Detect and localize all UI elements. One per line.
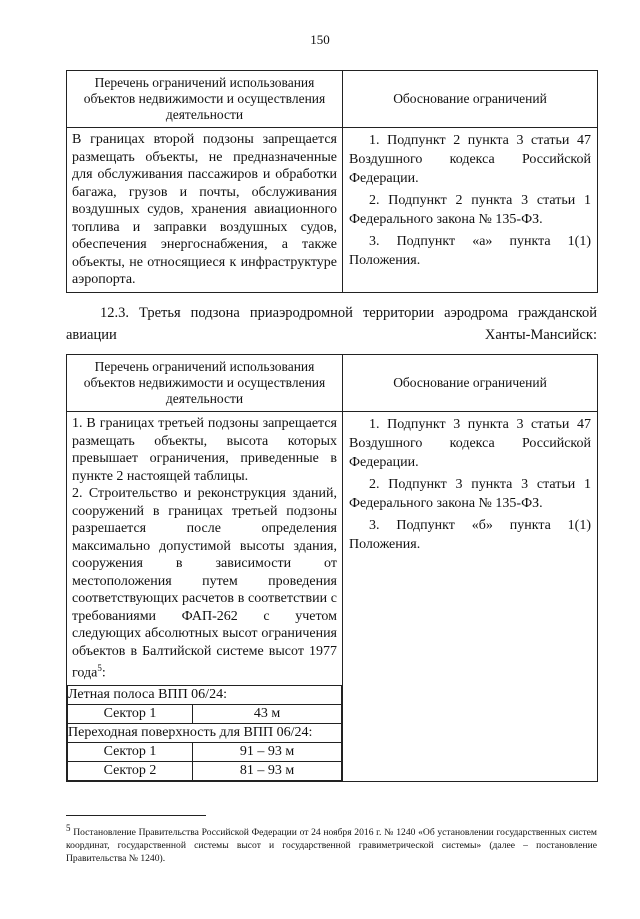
restrictions-table-subzone-2 [66,70,598,293]
table-row [68,762,342,781]
footnote [66,822,597,865]
table-row [67,128,598,293]
restriction-paragraph: В границах второй подзоны запрещается размещать объекты, не предназначенные для обслуживания пассажиров и обработки багажа, грузов и почты, обслуживания воздушных судов, хранения авиационного топлива и заправки воздушных судов, обеспечения энергоснабжения, а также объекты, не относящиеся к инфраструктуре аэропорта. [72,132,337,287]
runway-label: Летная полоса ВПП 06/24: [68,686,342,705]
table-row [68,705,342,724]
section-text: 12.3. Третья подзона приаэродромной территории аэродрома гражданской авиации Ханты-Мансийск: [66,305,597,343]
sector-height: 81 – 93 м [193,762,342,781]
sector-height: 91 – 93 м [193,743,342,762]
table-row [67,412,598,782]
footnote-text: Постановление Правительства Российской Федерации от 24 ноября 2016 г. № 1240 «Об установлении государственных систем координат, государственной системы высот и государственной гравиметрической системы» (далее – постановление Правительства № 1240). [66,827,597,865]
sector-name: Сектор 1 [68,743,193,762]
footnote-mark: 5 [66,823,71,833]
header-restrictions-list: Перечень ограничений использования объектов недвижимости и осуществления деятельности [67,71,343,128]
restriction-text [67,128,343,293]
sector-name: Сектор 2 [68,762,193,781]
transition-label: Переходная поверхность для ВПП 06/24: [68,724,342,743]
header-restrictions-list: Перечень ограничений использования объектов недвижимости и осуществления деятельности [67,355,343,412]
table-header-row [67,355,598,412]
header-justification: Обоснование ограничений [343,71,598,128]
height-limits-table [67,685,342,781]
justification-item: 2. Подпункт 2 пункта 3 статьи 1 Федерального закона № 135-ФЗ. [349,193,591,227]
restriction-item-2 [72,485,337,682]
justification-item: 3. Подпункт «б» пункта 1(1) Положения. [349,518,591,552]
sector-name: Сектор 1 [68,705,193,724]
section-heading [66,302,597,346]
header-justification: Обоснование ограничений [343,355,598,412]
sector-height: 43 м [193,705,342,724]
restriction-items [67,412,342,685]
justification-item: 1. Подпункт 3 пункта 3 статьи 47 Воздушного кодекса Российской Федерации. [349,417,591,470]
restriction-item-1: 1. В границах третьей подзоны запрещается размещать объекты, высота которых превышает ограничения, приведенные в пункте 2 настоящей таблицы. [72,416,337,484]
justification-item: 2. Подпункт 3 пункта 3 статьи 1 Федерального закона № 135-ФЗ. [349,477,591,511]
justification-cell [343,128,598,293]
restriction-item-2-text: 2. Строительство и реконструкция зданий, сооружений в границах третьей подзоны разрешается после определения максимально допустимой высоты здания, сооружения в зависимости от местоположения путем проведения соответствующих расчетов в соответствии с требованиями ФАП-262 с учетом следующих абсолютных высот ограничения объектов в Балтийской системе высот 1977 года [72,486,337,681]
footnote-divider [66,815,206,816]
restrictions-table-subzone-3 [66,354,598,782]
page-number: 150 [310,32,330,47]
table-header-row [67,71,598,128]
justification-cell [343,412,598,782]
justification-item: 3. Подпункт «а» пункта 1(1) Положения. [349,234,591,268]
restriction-cell [67,412,343,782]
footnote-ref: 5 [97,663,102,673]
restriction-item-2-end: : [101,665,106,681]
justification-item: 1. Подпункт 2 пункта 3 статьи 47 Воздушного кодекса Российской Федерации. [349,133,591,186]
table-row [68,743,342,762]
